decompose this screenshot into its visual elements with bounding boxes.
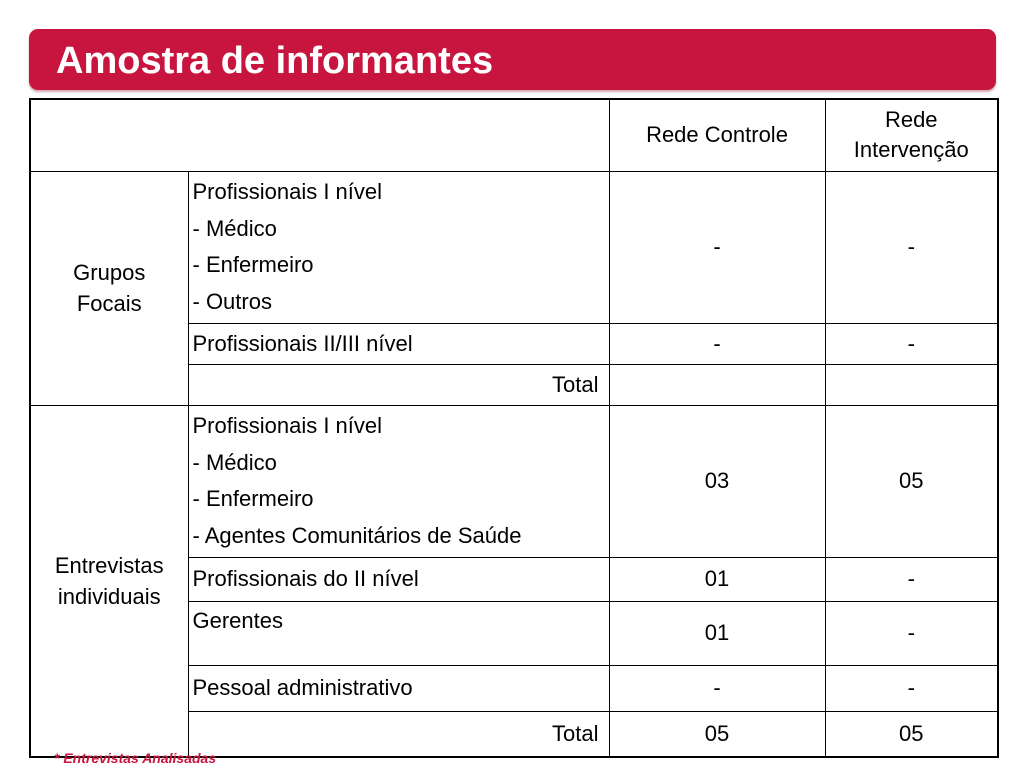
category-line: Pessoal administrativo	[192, 675, 413, 700]
value-rede-controle: -	[609, 323, 825, 364]
footnote: * Entrevistas Analisadas	[54, 750, 217, 766]
group-label-line2: individuais	[57, 583, 161, 609]
header-rede-controle	[609, 99, 825, 171]
value-rede-controle: 01	[609, 601, 825, 665]
total-label: Total	[188, 711, 609, 757]
page-title: Amostra de informantes	[56, 40, 494, 82]
value-rede-intervencao: -	[825, 557, 998, 601]
category-line: - Enfermeiro	[192, 252, 314, 277]
category-cell	[188, 171, 609, 323]
total-rede-intervencao: 05	[825, 711, 998, 757]
header-rede-controle-label: Rede Controle	[646, 122, 788, 148]
table-row	[30, 405, 998, 557]
total-rede-intervencao	[825, 364, 998, 405]
category-cell	[188, 601, 609, 665]
category-line: - Médico	[192, 449, 277, 475]
value-rede-intervencao: -	[825, 665, 998, 711]
value-rede-intervencao: 05	[825, 405, 998, 557]
value-rede-intervencao: -	[825, 601, 998, 665]
value-rede-controle: 01	[609, 557, 825, 601]
header-empty-cell	[30, 99, 609, 171]
category-line: Profissionais I nível	[192, 179, 383, 204]
header-rede-intervencao-line2: Intervenção	[853, 137, 969, 163]
category-line: Profissionais I nível	[192, 413, 383, 438]
header-rede-intervencao-line1: Rede	[884, 107, 938, 133]
category-line: Profissionais II/III nível	[192, 330, 413, 356]
category-cell	[188, 557, 609, 601]
group-label-line1: Grupos	[73, 260, 146, 285]
total-label: Total	[188, 364, 609, 405]
category-cell	[188, 405, 609, 557]
category-line: - Médico	[192, 215, 277, 241]
group-label-line2: Focais	[76, 291, 142, 316]
group-label-entrevistas	[30, 405, 188, 757]
category-line: - Enfermeiro	[192, 486, 314, 511]
table-header-row	[30, 99, 998, 171]
value-rede-intervencao: -	[825, 323, 998, 364]
header-rede-intervencao	[825, 99, 998, 171]
category-line: - Outros	[192, 288, 272, 314]
value-rede-controle: 03	[609, 405, 825, 557]
total-rede-controle: 05	[609, 711, 825, 757]
value-rede-controle: -	[609, 665, 825, 711]
group-label-line1: Entrevistas	[54, 552, 164, 578]
category-cell	[188, 665, 609, 711]
value-rede-controle: -	[609, 171, 825, 323]
value-rede-intervencao: -	[825, 171, 998, 323]
category-line: Profissionais do II nível	[192, 566, 419, 591]
category-cell	[188, 323, 609, 364]
group-label-grupos-focais	[30, 171, 188, 405]
title-bar	[29, 29, 996, 90]
total-rede-controle	[609, 364, 825, 405]
informants-table	[29, 98, 999, 758]
table-row	[30, 171, 998, 323]
category-line: Gerentes	[192, 607, 283, 633]
category-line: - Agentes Comunitários de Saúde	[192, 522, 522, 548]
